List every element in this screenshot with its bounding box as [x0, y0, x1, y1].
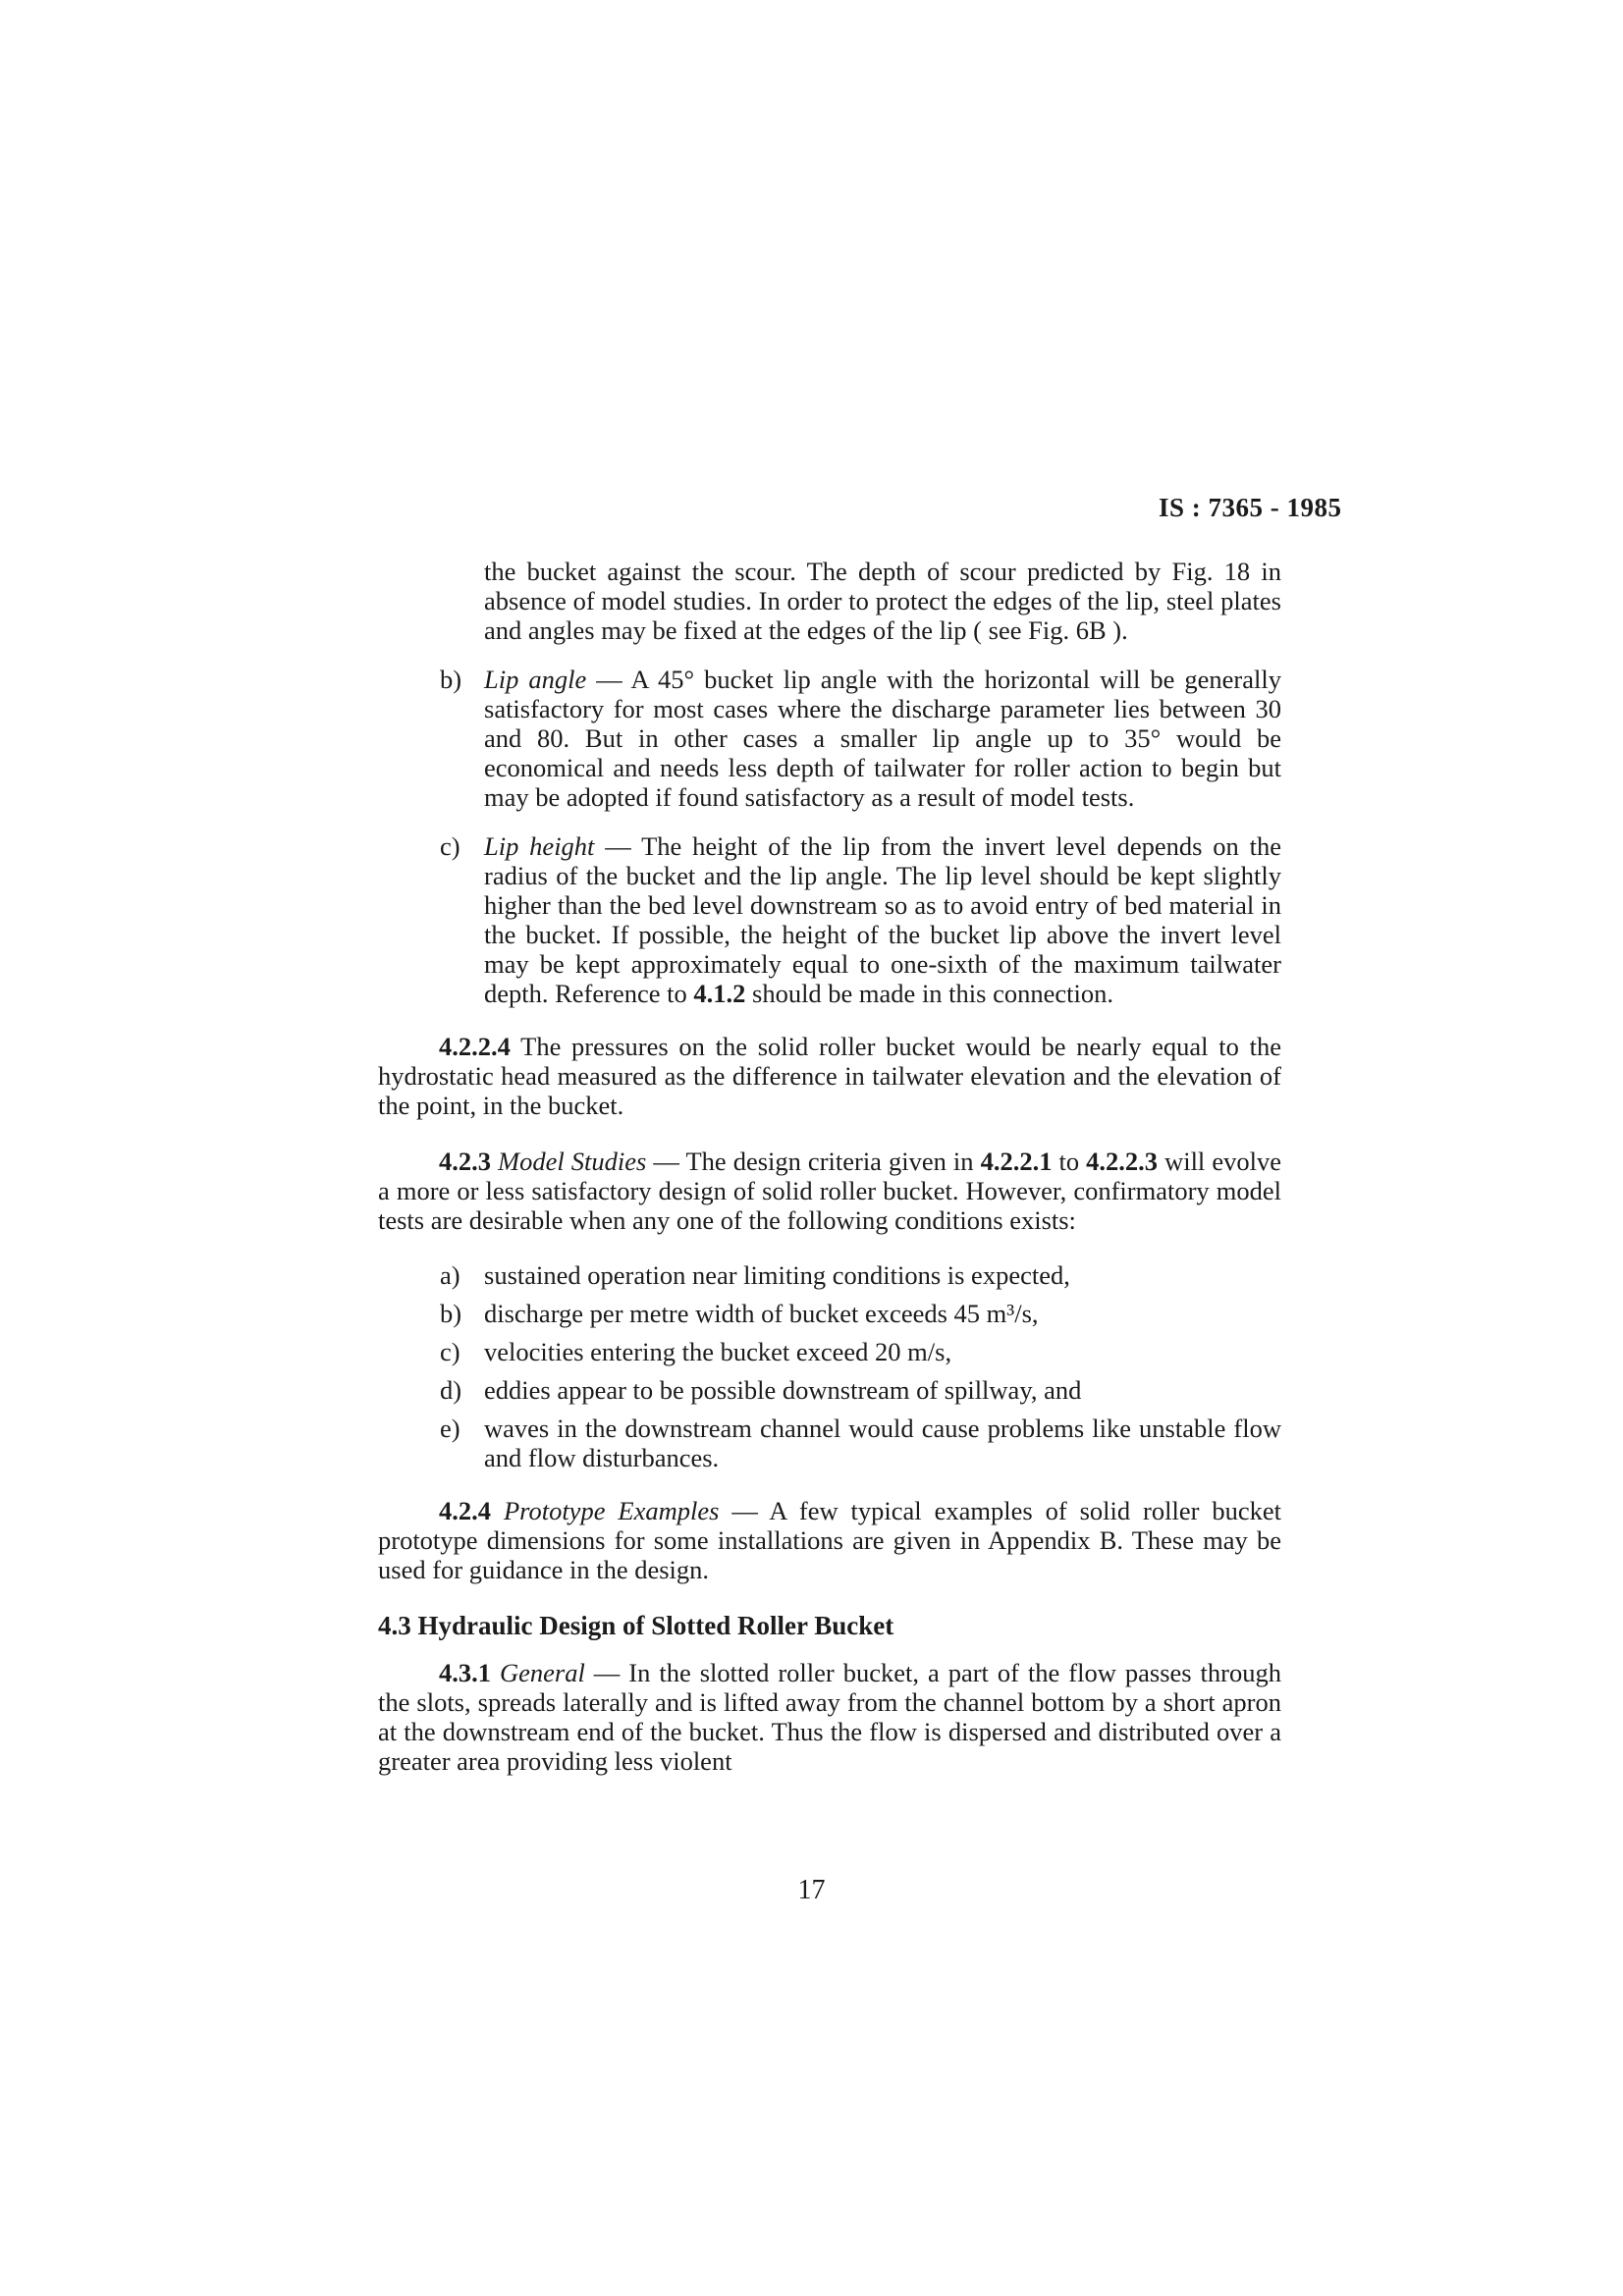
clause-text: In the slotted roller bucket, a part of the flow passes through the slots, spreads laterally and is lifted away from the channel bottom by a short apron at the downstream end of the bucket. Thus the flow is dispersed and distributed over a greater area providing less violent: [378, 1657, 1281, 1776]
list-item-text: discharge per metre width of bucket exceeds 45 m³/s,: [484, 1299, 1039, 1328]
clause-4-2-4: [378, 1496, 1281, 1584]
page-number: 17: [797, 1875, 826, 1905]
list-item: [378, 1337, 1281, 1366]
em-dash: —: [594, 831, 642, 861]
list-marker: e): [440, 1414, 460, 1443]
list-item: [378, 1414, 1281, 1472]
section-number: 4.3: [378, 1610, 411, 1640]
section-title: Hydraulic Design of Slotted Roller Bucket: [417, 1610, 894, 1640]
em-dash: —: [584, 1657, 629, 1687]
list-item-text: velocities entering the bucket exceed 20 m/s,: [484, 1337, 952, 1366]
em-dash: —: [586, 665, 631, 694]
clause-number: 4.2.3: [439, 1146, 491, 1176]
clause-text: The pressures on the solid roller bucket would be nearly equal to the hydrostatic head measured as the difference in tailwater elevation and the elevation of the point, in the bucket.: [378, 1032, 1281, 1120]
clause-reference: 4.2.2.1: [980, 1146, 1053, 1176]
list-item-text: sustained operation near limiting conditions is expected,: [484, 1260, 1070, 1290]
list-marker: c): [440, 1337, 460, 1366]
clause-4-3-1: [378, 1658, 1281, 1776]
clause-reference: 4.2.2.3: [1086, 1146, 1159, 1176]
item-title-lip-angle: Lip angle: [484, 665, 587, 694]
continued-item-a: [378, 557, 1281, 645]
clause-text: A few typical examples of solid roller bucket prototype dimensions for some installations are given in Appendix B. These may be used for guidance in the design.: [378, 1496, 1281, 1584]
clause-text: The design criteria given in: [685, 1146, 981, 1176]
list-marker: b): [440, 1299, 462, 1328]
clause-number: 4.3.1: [439, 1657, 491, 1687]
conditions-list: [378, 1260, 1281, 1472]
list-item: [378, 1299, 1281, 1328]
clause-4-2-2-4: [378, 1032, 1281, 1120]
list-item: [378, 1375, 1281, 1405]
list-marker: c): [440, 831, 460, 861]
list-item-lip-angle: [378, 665, 1281, 812]
list-item-lip-height: [378, 831, 1281, 1008]
continued-item-a-text: the bucket against the scour. The depth of scour predicted by Fig. 18 in absence of model studies. In order to protect the edges of the lip, steel plates and angles may be fixed at the edges of the lip ( see Fig. 6B ).: [484, 557, 1281, 645]
clause-title: Prototype Examples: [503, 1496, 720, 1525]
item-text-lip-height-end: should be made in this connection.: [745, 979, 1113, 1008]
em-dash: —: [719, 1496, 770, 1525]
clause-number: 4.2.4: [439, 1496, 491, 1525]
item-text-lip-angle: A 45° bucket lip angle with the horizontal will be generally satisfactory for most cases where the discharge parameter lies between 30 and 80. But in other cases a smaller lip angle up to 35° would be economical and needs less depth of tailwater for roller action to begin but may be adopted if found satisfactory as a result of model tests.: [484, 665, 1281, 812]
clause-title: General: [499, 1657, 585, 1687]
item-title-lip-height: Lip height: [484, 831, 595, 861]
clause-text: to: [1052, 1146, 1087, 1176]
list-item: [378, 1260, 1281, 1290]
list-item-text: waves in the downstream channel would cause problems like unstable flow and flow disturbances.: [484, 1414, 1281, 1472]
list-marker: d): [440, 1375, 462, 1405]
list-item-text: eddies appear to be possible downstream of spillway, and: [484, 1375, 1082, 1405]
clause-text: will evolve a more or less satisfactory design of solid roller bucket. However, confirmatory model tests are desirable when any one of the following conditions exists:: [378, 1146, 1281, 1235]
standard-number-header: IS : 7365 - 1985: [1159, 493, 1342, 522]
em-dash: —: [646, 1146, 686, 1176]
clause-reference: 4.1.2: [693, 979, 746, 1008]
clause-number: 4.2.2.4: [439, 1032, 511, 1061]
list-marker: a): [440, 1260, 460, 1290]
clause-4-2-3: [378, 1147, 1281, 1235]
item-text-lip-height: The height of the lip from the invert level depends on the radius of the bucket and the lip angle. The lip level should be kept slightly higher than the bed level downstream so as to avoid entry of bed material in the bucket. If possible, the height of the bucket lip above the invert level may be kept approximately equal to one-sixth of the maximum tailwater depth. Reference to: [484, 831, 1281, 1008]
section-heading-4-3: [378, 1611, 1281, 1640]
list-marker: b): [440, 665, 462, 694]
document-body: [378, 557, 1281, 1801]
clause-title: Model Studies: [498, 1146, 647, 1176]
